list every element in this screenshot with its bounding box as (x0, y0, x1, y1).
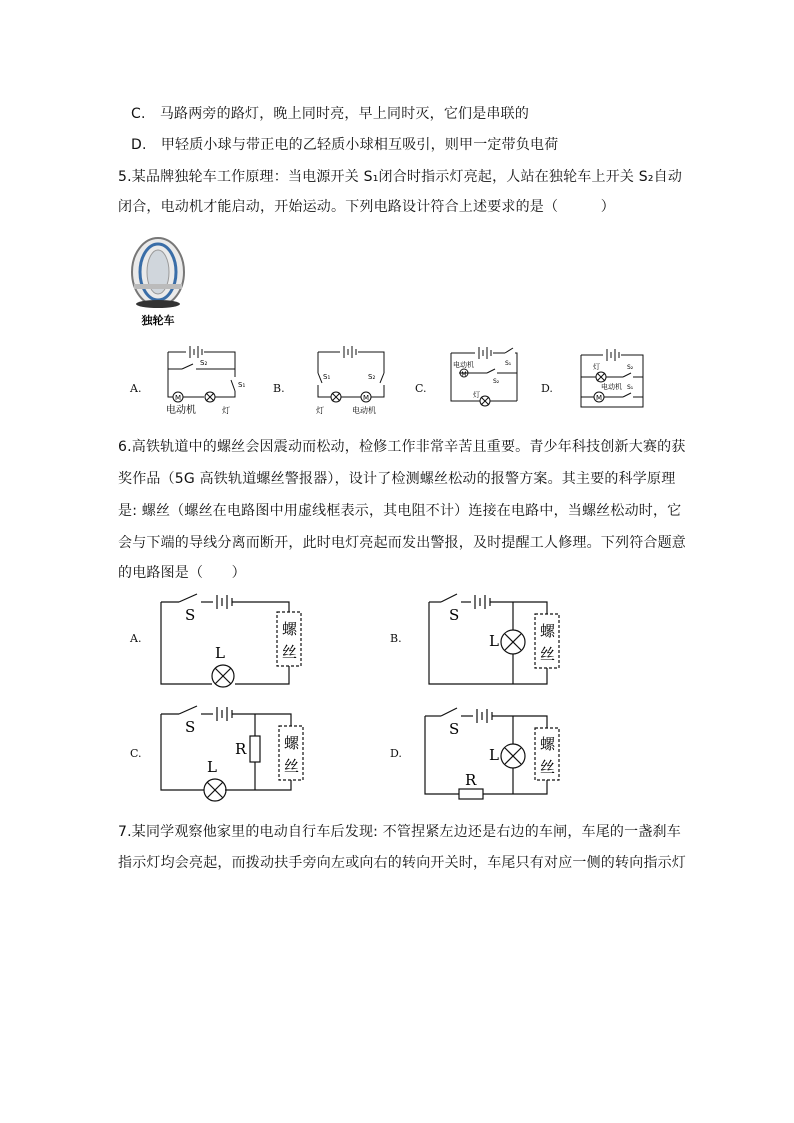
q6c-lamp-label: L (207, 758, 217, 776)
q5d-lamp-label: 灯 (593, 363, 600, 371)
q4-option-c: C. 马路两旁的路灯，晚上同时亮，早上同时灭，它们是串联的 (131, 106, 530, 122)
q5d-s1: S₁ (627, 384, 634, 391)
q6c-screw-top: 螺 (284, 734, 300, 752)
q6-circuit-a (155, 590, 315, 690)
q6-letter-b: B. (390, 632, 402, 645)
q6-circuit-d (415, 702, 575, 808)
q5a-s2: S₂ (200, 359, 208, 367)
q6-stem-line2: 奖作品（5G 高铁轨道螺丝警报器），设计了检测螺丝松动的报警方案。其主要的科学原理 (118, 471, 676, 487)
q5a-lamp-label: 灯 (222, 406, 230, 415)
q5a-motor-symbol: M (174, 394, 182, 402)
q5b-motor-symbol: M (362, 394, 370, 402)
q5d-motor-symbol: M (595, 394, 603, 402)
q6d-screw-top: 螺 (540, 735, 556, 753)
q6a-screw-top: 螺 (282, 620, 298, 638)
q6b-switch-label: S (449, 606, 460, 624)
q7-stem-line1: 7.某同学观察他家里的电动自行车后发现: 不管捏紧左边还是右边的车闸，车尾的一盏刹车 (118, 824, 681, 840)
q6-letter-c: C. (130, 747, 142, 760)
q5-circuit-b (310, 345, 400, 417)
q6-stem-line1: 6.高铁轨道中的螺丝会因震动而松动，检修工作非常辛苦且重要。青少年科技创新大赛的获 (118, 439, 686, 455)
q6-letter-d: D. (390, 747, 402, 760)
q6-letter-a: A. (130, 632, 142, 645)
q5b-motor-label: 电动机 (352, 406, 376, 415)
q6-stem-line4: 会与下端的导线分离而断开，此时电灯亮起而发出警报，及时提醒工人修理。下列符合题意 (118, 535, 686, 551)
q5b-s2: S₂ (368, 373, 376, 381)
q5-circuit-c (445, 345, 535, 417)
q5-letter-b: B. (273, 382, 285, 395)
q6a-lamp-label: L (215, 644, 225, 662)
q5-stem-line1: 5.某品牌独轮车工作原理：当电源开关 S₁闭合时指示灯亮起，人站在独轮车上开关 S₂自动 (118, 169, 683, 185)
q7-stem-line2: 指示灯均会亮起，而拨动扶手旁向左或向右的转向开关时，车尾只有对应一侧的转向指示灯 (118, 855, 686, 871)
q6b-lamp-label: L (489, 632, 499, 650)
q6c-resistor-label: R (235, 740, 247, 758)
q5-letter-d: D. (541, 382, 553, 395)
q6-circuit-c (155, 702, 315, 808)
q6-stem-line5: 的电路图是（ ） (118, 565, 246, 581)
q5c-lamp-label: 灯 (473, 391, 480, 399)
q5b-s1: S₁ (323, 373, 331, 381)
q6b-screw-bottom: 丝 (540, 645, 556, 663)
q5d-s2: S₂ (627, 364, 634, 371)
q5-letter-a: A. (130, 382, 142, 395)
q5-circuit-d (575, 345, 665, 417)
unicycle-caption: 独轮车 (141, 314, 175, 327)
unicycle-tire (136, 300, 180, 308)
q5a-s1: S₁ (238, 381, 246, 389)
q5d-motor-label: 电动机 (601, 383, 622, 391)
q5c-motor-symbol: M (461, 371, 467, 378)
q6a-switch-label: S (185, 606, 196, 624)
q6d-switch-label: S (449, 720, 460, 738)
q4-option-d: D. 甲轻质小球与带正电的乙轻质小球相互吸引，则甲一定带负电荷 (131, 137, 559, 153)
q6-stem-line3: 是: 螺丝（螺丝在电路图中用虚线框表示，其电阻不计）连接在电路中，当螺丝松动时，它 (118, 503, 682, 519)
q5a-motor-label: 电动机 (166, 405, 196, 416)
q5c-s1: S₁ (505, 360, 512, 367)
q6-circuit-b (415, 590, 575, 690)
q5-circuit-a (160, 345, 250, 417)
unicycle-pedal (134, 284, 182, 289)
unicycle-illustration (124, 232, 194, 332)
q6b-screw-top: 螺 (540, 622, 556, 640)
q5c-s2: S₂ (493, 378, 500, 385)
q6a-screw-bottom: 丝 (282, 643, 298, 661)
q5-stem-line2: 闭合，电动机才能启动，开始运动。下列电路设计符合上述要求的是（ ） (118, 199, 615, 215)
q6c-switch-label: S (185, 718, 196, 736)
q6d-screw-bottom: 丝 (540, 758, 556, 776)
q6d-lamp-label: L (489, 746, 499, 764)
q6c-screw-bottom: 丝 (284, 757, 300, 775)
q5c-motor-label: 电动机 (453, 361, 474, 369)
q6d-resistor-label: R (465, 771, 477, 789)
q5b-lamp-label: 灯 (316, 406, 324, 415)
q5-letter-c: C. (415, 382, 427, 395)
